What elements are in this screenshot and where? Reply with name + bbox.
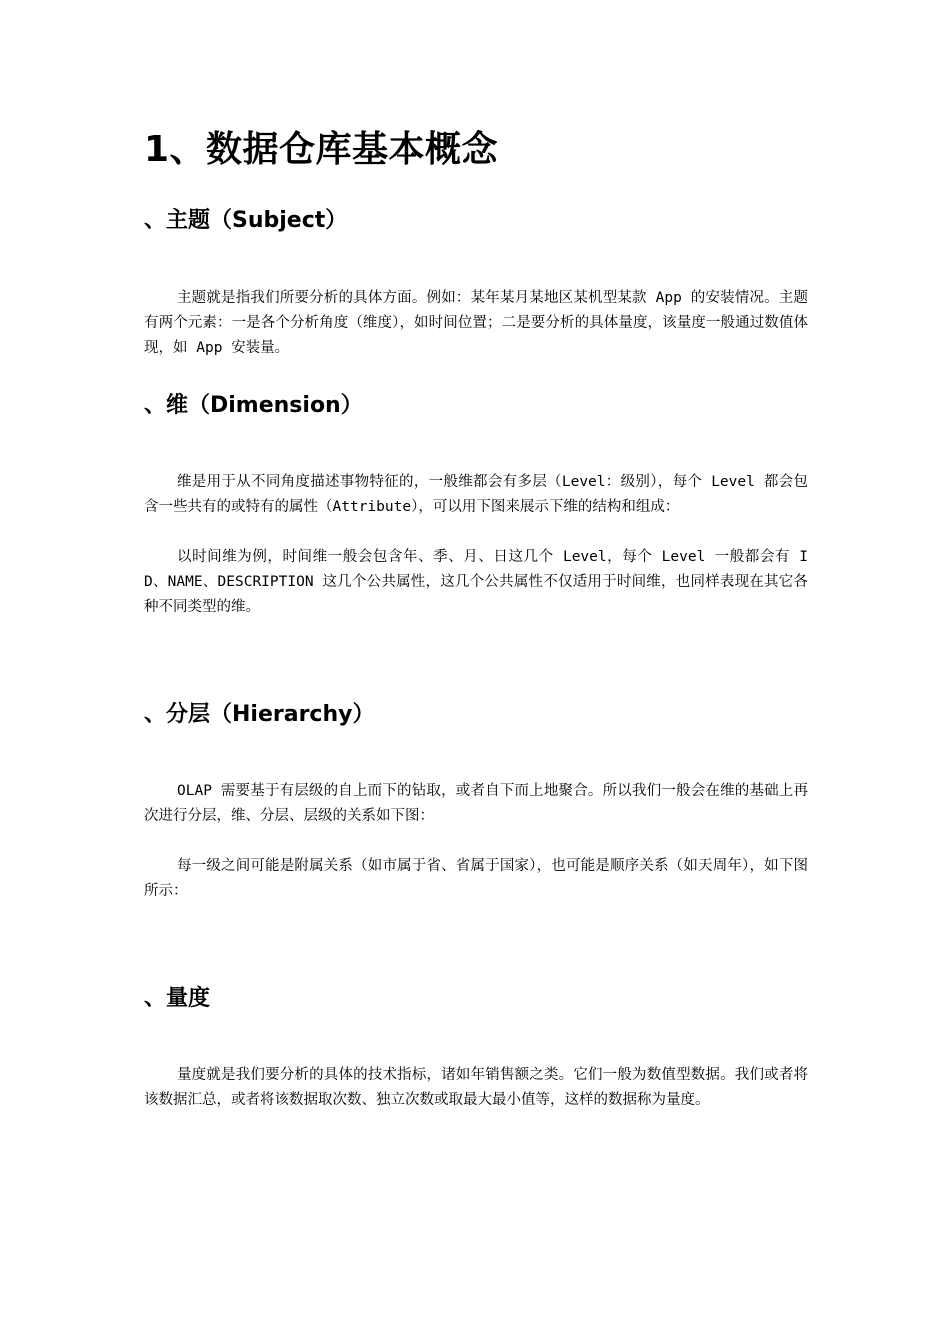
paragraph-level-relationship: 每一级之间可能是附属关系（如市属于省、省属于国家），也可能是顺序关系（如天周年），如下图所示：	[144, 858, 808, 899]
paragraph-hierarchy-definition: OLAP 需要基于有层级的自上而下的钻取，或者自下而上地聚合。所以我们一般会在维的基础上再次进行分层，维、分层、层级的关系如下图：	[144, 783, 808, 824]
paragraph-time-dimension-example: 以时间维为例，时间维一般会包含年、季、月、日这几个 Level，每个 Level 一般都会有 ID、NAME、DESCRIPTION 这几个公共属性，这几个公共属性不仅适用于时间维，也同样表现在其它各种不同类型的维。	[144, 549, 808, 615]
section-heading-hierarchy: 、分层（Hierarchy）	[144, 702, 375, 727]
section-heading-subject: 、主题（Subject）	[144, 208, 348, 233]
paragraph-subject-definition: 主题就是指我们所要分析的具体方面。例如：某年某月某地区某机型某款 App 的安装情况。主题有两个元素：一是各个分析角度（维度），如时间位置；二是要分析的具体量度，该量度一般通过数值体现，如 App 安装量。	[144, 290, 808, 356]
paragraph-measure-definition: 量度就是我们要分析的具体的技术指标，诸如年销售额之类。它们一般为数值型数据。我们或者将该数据汇总，或者将该数据取次数、独立次数或取最大最小值等，这样的数据称为量度。	[144, 1067, 808, 1108]
section-heading-dimension: 、维（Dimension）	[144, 393, 363, 418]
document-title: 1、数据仓库基本概念	[144, 129, 499, 170]
section-heading-measure: 、量度	[144, 986, 211, 1011]
paragraph-dimension-definition: 维是用于从不同角度描述事物特征的，一般维都会有多层（Level：级别），每个 Level 都会包含一些共有的或特有的属性（Attribute），可以用下图来展示下维的结构和组成：	[144, 474, 808, 515]
